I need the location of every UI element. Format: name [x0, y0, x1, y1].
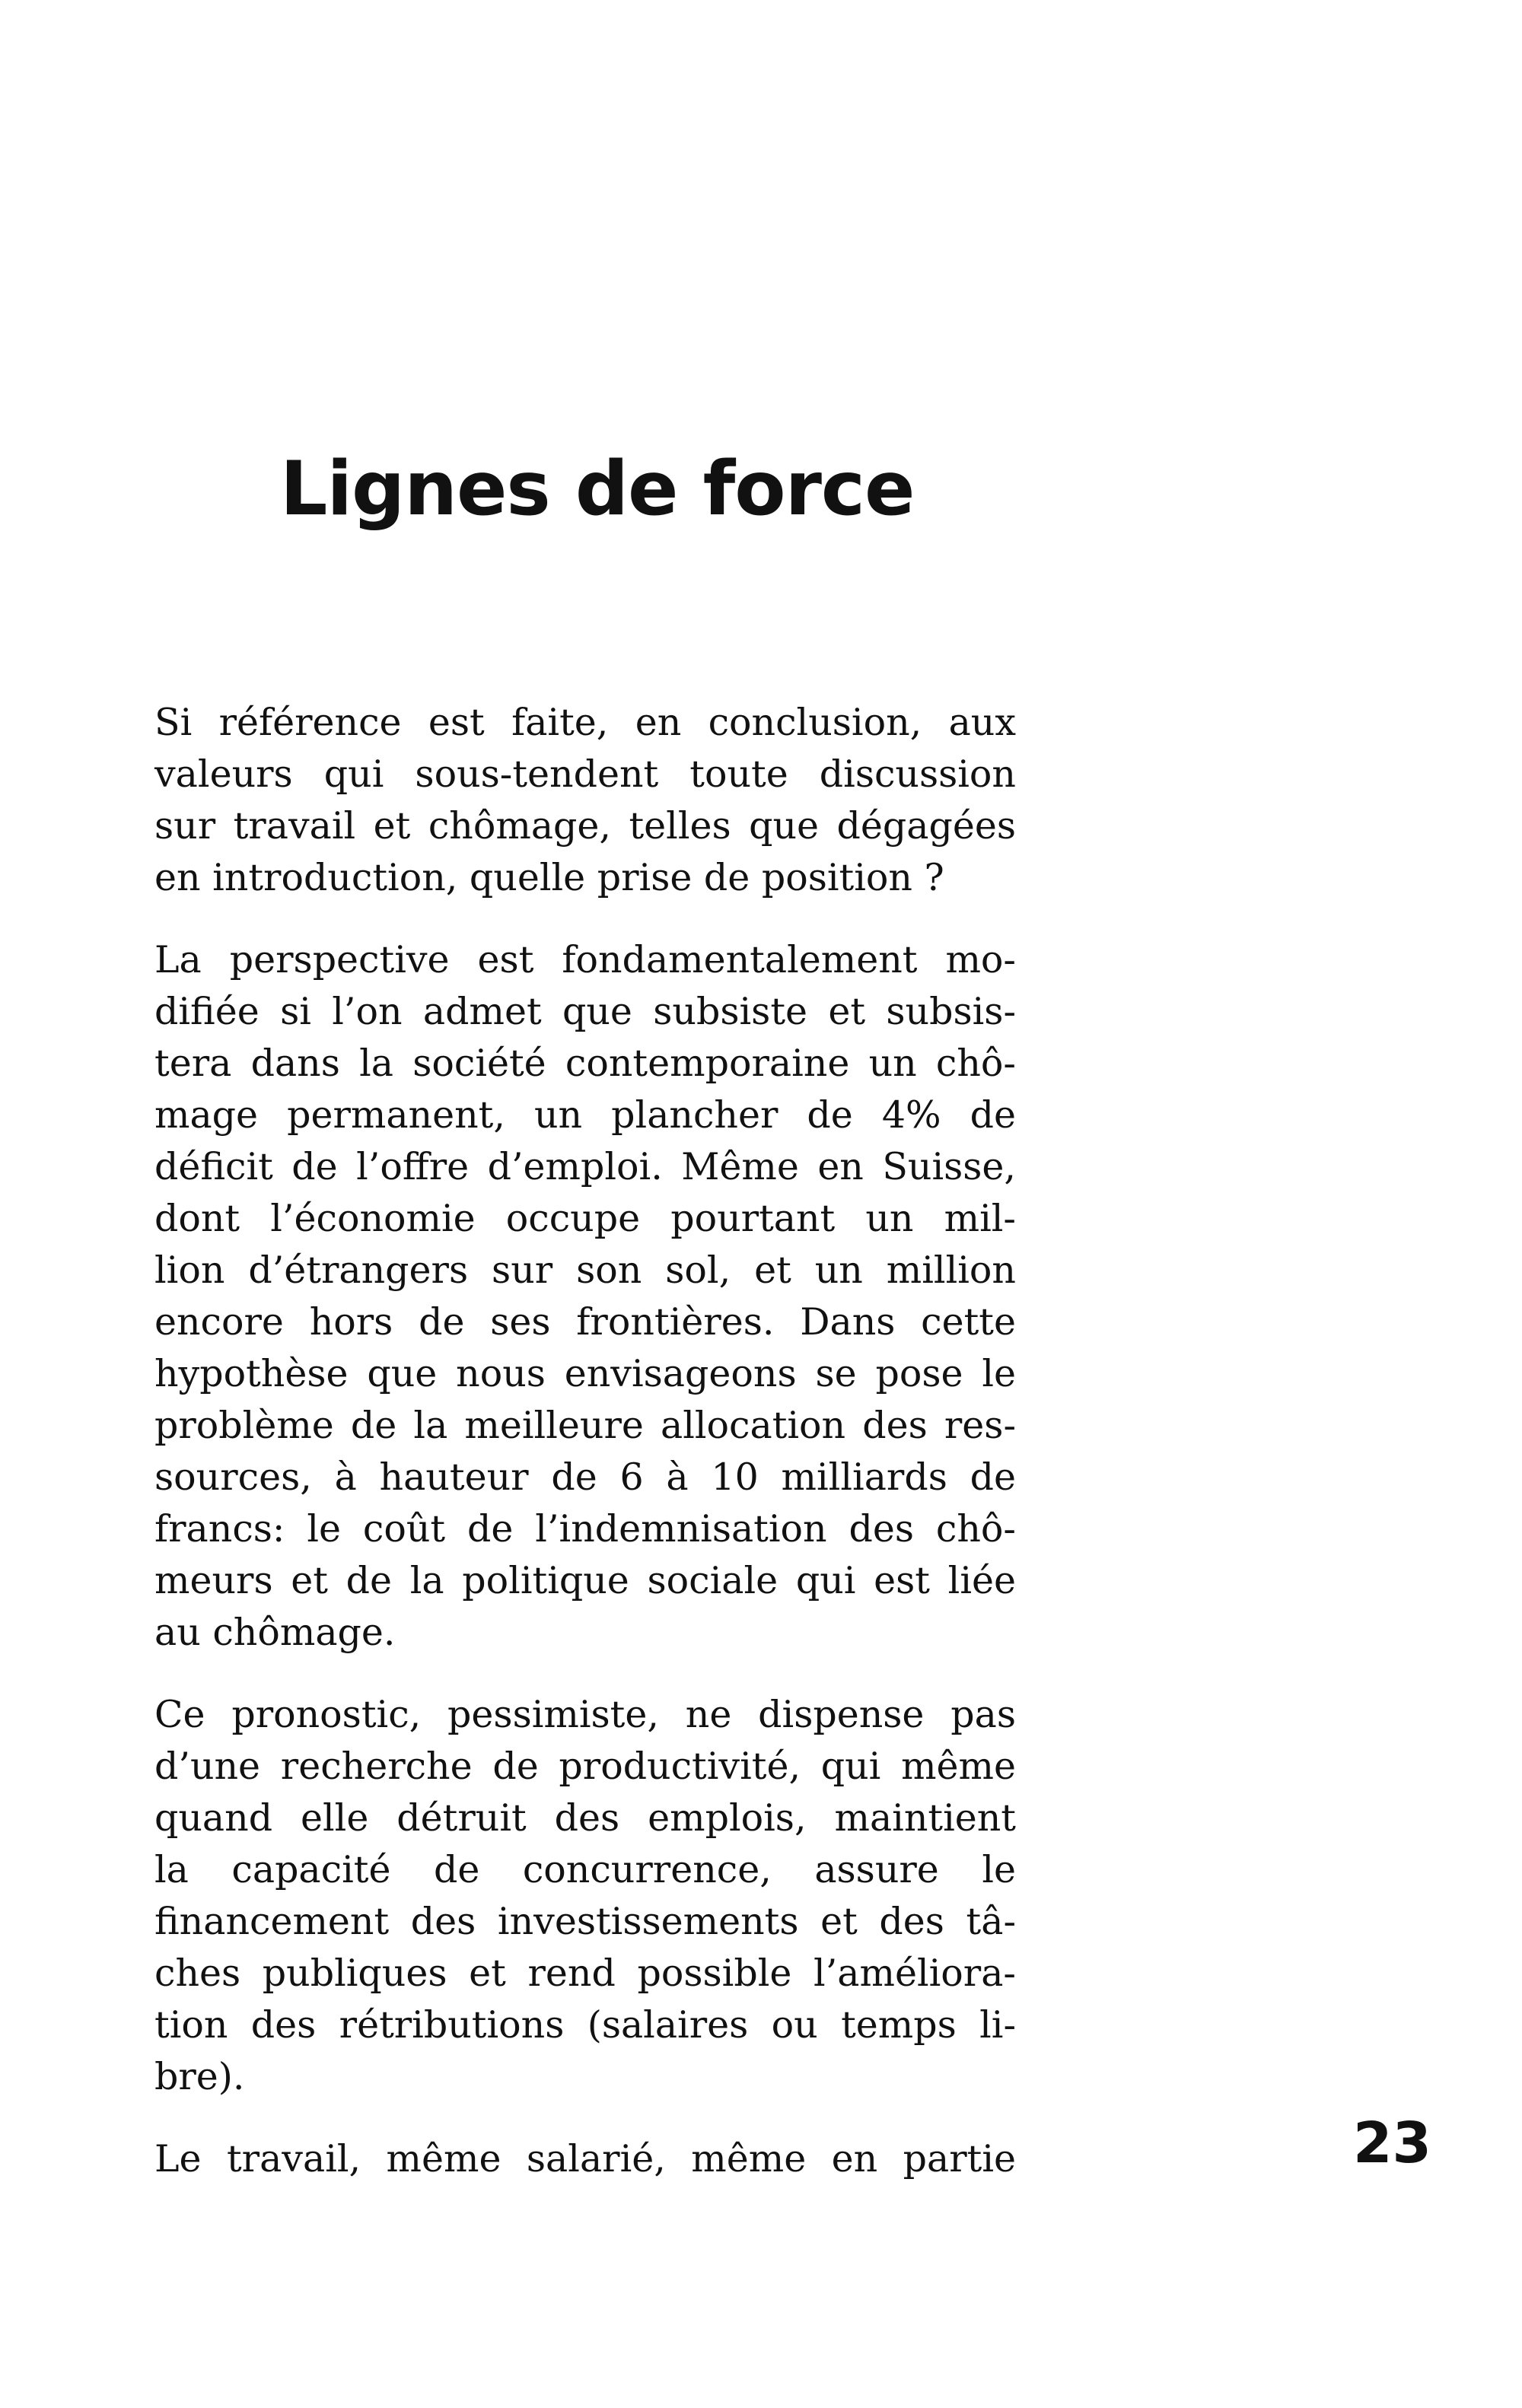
text-line: au chômage. — [154, 1611, 396, 1654]
text-line: La perspective est fondamentalement mo- — [154, 938, 1016, 981]
text-line: meurs et de la politique sociale qui est liée — [154, 1559, 1016, 1602]
text-line: hypothèse que nous envisageons se pose le — [154, 1352, 1016, 1395]
text-line: la capacité de concurrence, assure le — [154, 1848, 1016, 1891]
paragraph-3 — [154, 1689, 1016, 2103]
text-line: mage permanent, un plancher de 4% de — [154, 1093, 1016, 1137]
text-line: en introduction, quelle prise de position ? — [154, 856, 944, 899]
paragraph-4 — [154, 2133, 1016, 2185]
text-line: financement des investissements et des tâ- — [154, 1900, 1016, 1943]
text-line: francs: le coût de l’indemnisation des chô- — [154, 1507, 1016, 1551]
text-line: Ce pronostic, pessimiste, ne dispense pas — [154, 1693, 1016, 1736]
page-number: 23 — [1353, 2111, 1431, 2176]
text-line: ches publiques et rend possible l’améliora- — [154, 1952, 1016, 1995]
text-line: tion des rétributions (salaires ou temps li- — [154, 2003, 1016, 2047]
text-line: dont l’économie occupe pourtant un mil- — [154, 1197, 1016, 1240]
text-line: sources, à hauteur de 6 à 10 milliards de — [154, 1455, 1016, 1499]
text-line: tera dans la société contemporaine un chô- — [154, 1042, 1016, 1085]
text-line: encore hors de ses frontières. Dans cette — [154, 1300, 1016, 1344]
paragraph-1 — [154, 697, 1016, 904]
text-line: lion d’étrangers sur son sol, et un million — [154, 1249, 1016, 1292]
text-line: quand elle détruit des emplois, maintient — [154, 1796, 1016, 1840]
text-line: sur travail et chômage, telles que dégagées — [154, 804, 1016, 848]
text-line: Si référence est faite, en conclusion, aux — [154, 701, 1016, 744]
text-line: valeurs qui sous-tendent toute discussion — [154, 752, 1016, 796]
text-line: Le travail, même salarié, même en partie — [154, 2137, 1016, 2181]
body-text — [154, 697, 1016, 2216]
text-line: déficit de l’offre d’emploi. Même en Suisse, — [154, 1145, 1016, 1188]
text-line: d’une recherche de productivité, qui même — [154, 1745, 1016, 1788]
text-line: difiée si l’on admet que subsiste et subsis- — [154, 990, 1016, 1033]
text-line: bre). — [154, 2055, 245, 2098]
text-line: problème de la meilleure allocation des res- — [154, 1404, 1016, 1447]
page-title: Lignes de force — [280, 446, 915, 533]
paragraph-2 — [154, 934, 1016, 1659]
